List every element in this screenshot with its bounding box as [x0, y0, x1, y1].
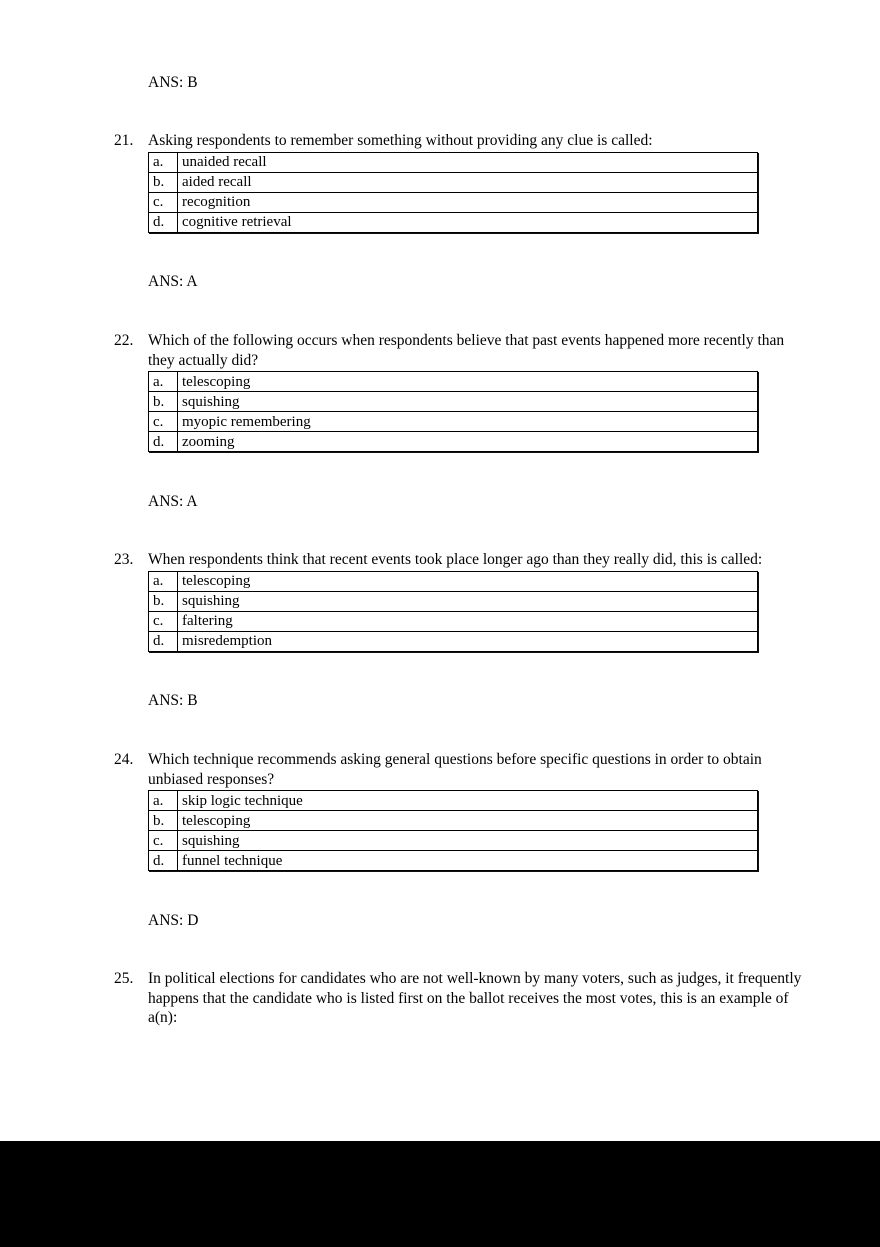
question-text: In political elections for candidates who are not well-known by many voters, such as judges, it frequently happens that the candidate who is listed first on the ballot receives the most votes, this is an example of a(n): [148, 970, 802, 1026]
question-heading [114, 131, 804, 151]
table-row[interactable] [149, 212, 758, 232]
answer-line-21: ANS: A [148, 273, 198, 290]
table-row[interactable] [149, 571, 758, 591]
option-letter: b. [149, 591, 178, 611]
answer-options-table [148, 571, 758, 652]
option-letter: a. [149, 571, 178, 591]
table-row[interactable] [149, 152, 758, 172]
question-23 [114, 550, 804, 652]
option-letter: c. [149, 831, 178, 851]
option-text: skip logic technique [178, 791, 758, 811]
option-letter: a. [149, 152, 178, 172]
question-text: Asking respondents to remember something without providing any clue is called: [148, 132, 653, 149]
table-row[interactable] [149, 392, 758, 412]
answer-options-table [148, 371, 758, 452]
option-letter: c. [149, 412, 178, 432]
option-text: squishing [178, 591, 758, 611]
question-number: 25. [114, 970, 134, 987]
option-text: telescoping [178, 811, 758, 831]
table-row[interactable] [149, 372, 758, 392]
table-row[interactable] [149, 192, 758, 212]
option-text: myopic remembering [178, 412, 758, 432]
table-row[interactable] [149, 611, 758, 631]
option-text: telescoping [178, 571, 758, 591]
option-letter: b. [149, 811, 178, 831]
option-text: zooming [178, 432, 758, 452]
question-text: Which of the following occurs when respondents believe that past events happened more recently than they actually did? [148, 332, 785, 369]
table-row[interactable] [149, 172, 758, 192]
option-letter: b. [149, 172, 178, 192]
answer-line-22: ANS: A [148, 493, 198, 510]
option-text: misredemption [178, 631, 758, 651]
option-text: aided recall [178, 172, 758, 192]
option-letter: c. [149, 192, 178, 212]
answer-line-23: ANS: B [148, 692, 198, 709]
option-text: squishing [178, 831, 758, 851]
question-21 [114, 131, 804, 233]
question-number: 24. [114, 751, 134, 768]
option-letter: d. [149, 631, 178, 651]
option-letter: d. [149, 851, 178, 871]
answer-line-20: ANS: B [148, 74, 198, 91]
option-letter: c. [149, 611, 178, 631]
question-number: 21. [114, 132, 134, 149]
question-heading [114, 550, 804, 570]
option-letter: a. [149, 372, 178, 392]
table-row[interactable] [149, 831, 758, 851]
question-25 [114, 969, 804, 1028]
option-text: faltering [178, 611, 758, 631]
answer-line-24: ANS: D [148, 912, 199, 929]
option-letter: b. [149, 392, 178, 412]
question-number: 22. [114, 332, 134, 349]
option-text: squishing [178, 392, 758, 412]
table-row[interactable] [149, 591, 758, 611]
question-text: Which technique recommends asking general questions before specific questions in order to obtain unbiased responses? [148, 751, 762, 788]
page-bottom-black-band [0, 1141, 880, 1247]
option-letter: d. [149, 432, 178, 452]
answer-options-table [148, 152, 758, 233]
table-row[interactable] [149, 631, 758, 651]
table-row[interactable] [149, 811, 758, 831]
answer-options-table [148, 790, 758, 871]
option-letter: a. [149, 791, 178, 811]
question-24 [114, 750, 804, 871]
option-text: recognition [178, 192, 758, 212]
option-text: telescoping [178, 372, 758, 392]
question-text: When respondents think that recent events took place longer ago than they really did, this is called: [148, 551, 763, 568]
question-heading [114, 331, 804, 370]
question-heading [114, 750, 804, 789]
option-text: funnel technique [178, 851, 758, 871]
table-row[interactable] [149, 412, 758, 432]
table-row[interactable] [149, 851, 758, 871]
question-heading [114, 969, 804, 1028]
question-number: 23. [114, 551, 134, 568]
table-row[interactable] [149, 791, 758, 811]
option-letter: d. [149, 212, 178, 232]
question-22 [114, 331, 804, 452]
table-row[interactable] [149, 432, 758, 452]
option-text: unaided recall [178, 152, 758, 172]
option-text: cognitive retrieval [178, 212, 758, 232]
